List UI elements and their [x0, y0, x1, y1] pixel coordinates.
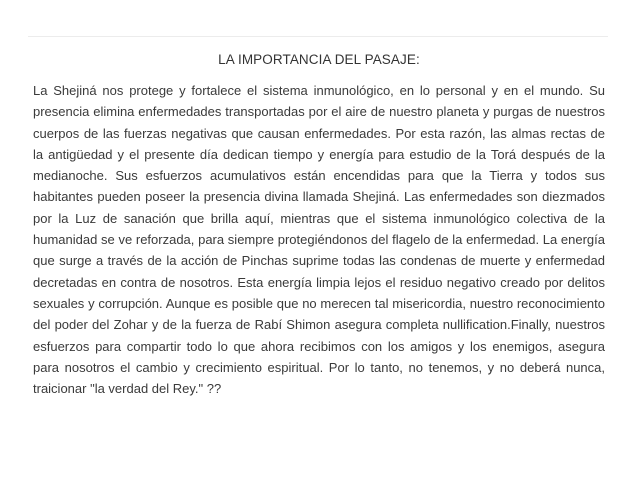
top-divider	[28, 36, 608, 37]
body-paragraph: La Shejiná nos protege y fortalece el sistema inmunológico, en lo personal y en el mundo. Su presencia elimina enfermedades transportadas por el aire de nuestro planeta y purgas de nuestros cuerpos de las fuerzas negativas que causan enfermedades. Por esta razón, las almas rectas de la antigüedad y el presente día dedican tiempo y energía para estudio de la Torá después de la medianoche. Sus esfuerzos acumulativos están encendidas para que la Tierra y todos sus habitantes pueden poseer la presencia divina llamada Shejiná. Las enfermedades son diezmados por la Luz de sanación que brilla aquí, mientras que el sistema inmunológico colectiva de la humanidad se ve reforzada, para siempre protegiéndonos del flagelo de la enfermedad. La energía que surge a través de la acción de Pinchas suprime todas las condenas de muerte y enfermedad decretadas en contra de nosotros. Esta energía limpia lejos el residuo negativo creado por delitos sexuales y corrupción. Aunque es posible que no merecen tal misericordia, nuestro reconocimiento del poder del Zohar y de la fuerza de Rabí Shimon asegura completa nullification.Finally, nuestros esfuerzos para compartir todo lo que ahora recibimos con los amigos y los enemigos, asegura para nosotros el cambio y crecimiento espiritual. Por lo tanto, no tenemos, y no deberá nunca, traicionar "la verdad del Rey." ??	[33, 83, 605, 397]
page-title: LA IMPORTANCIA DEL PASAJE:	[218, 52, 420, 67]
